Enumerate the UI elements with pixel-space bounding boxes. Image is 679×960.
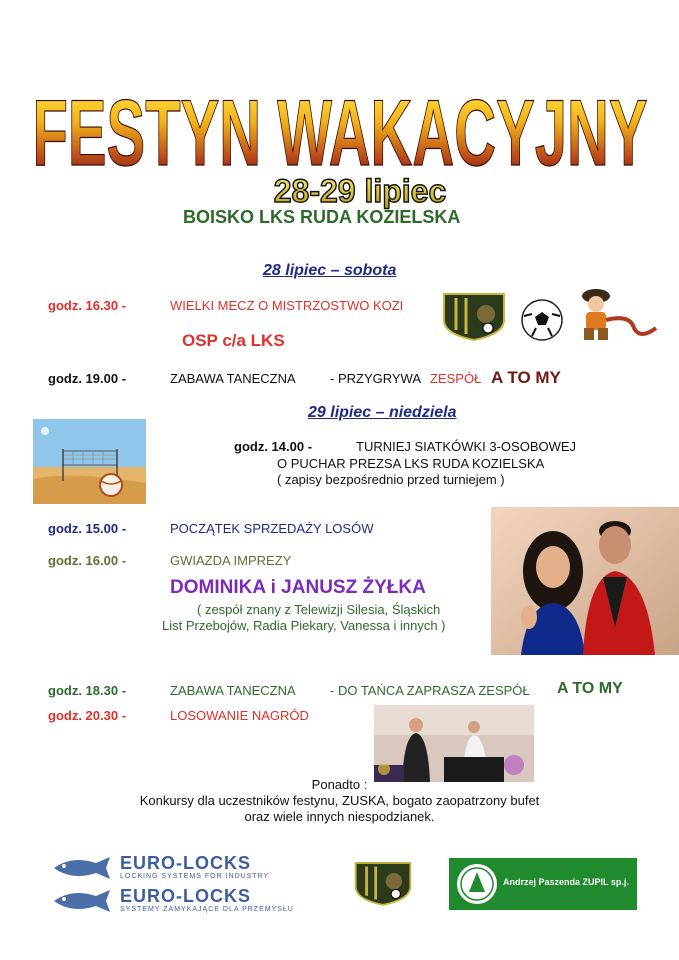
day2-event1-line2: O PUCHAR PREZSA LKS RUDA KOZIELSKA [277,456,545,471]
extras-line2: Konkursy dla uczestników festynu, ZUSKA, bogato zaopatrzony bufet [139,793,540,808]
day1-event2-band: A TO MY [491,368,561,387]
zupil-logo [449,858,637,910]
day2-event3-title: GWIAZDA IMPREZY [170,553,292,568]
euro-locks-logo-pl [50,886,320,918]
festival-dates [245,172,475,210]
day2-event4-time: godz. 18.30 - [48,683,127,698]
fish-icon [50,886,114,916]
day1-event2-title: ZABAWA TANECZNA [170,371,296,386]
football-icon [520,298,564,342]
day2-event1-time: godz. 14.00 - [234,439,313,454]
day2-event5-time: godz. 20.30 - [48,708,127,723]
zupil-name: Andrzej Paszenda ZUPIL sp.j. [503,877,629,887]
euro-locks-name: EURO-LOCKS [120,886,251,906]
day2-event1-line3: ( zapisy bezpośrednio przed turniejem ) [277,472,505,487]
headliner-note-line1: ( zespół znany z Telewizji Silesia, Śląskich [197,602,441,617]
band-stage-photo [374,705,534,782]
day1-event1-title: WIELKI MECZ O MISTRZOSTWO KOZI [170,298,404,313]
headliner-duo-photo [491,507,679,655]
firefighter-icon [574,284,658,344]
euro-locks-name: EURO-LOCKS [120,853,251,873]
extras-line1: Ponadto : [311,777,368,792]
lks-club-logo [352,858,414,908]
day2-heading: 29 lipiec – niedziela [308,404,457,421]
day2-event4-title: ZABAWA TANECZNA [170,683,296,698]
headliner-name: DOMINIKA i JANUSZ ŻYŁKA [170,577,426,598]
euro-locks-tagline: LOCKING SYSTEMS FOR INDUSTRY [120,873,270,880]
svg-text:FESTYN WAKACYJNY: FESTYN WAKACYJNY [32,80,648,180]
day2-event2-time: godz. 15.00 - [48,521,127,536]
zupil-emblem-icon [455,862,499,906]
day2-event5-title: LOSOWANIE NAGRÓD [170,708,309,723]
headliner-note-line2: List Przebojów, Radia Piekary, Vanessa i innych ) [162,618,446,633]
day2-event3-time: godz. 16.00 - [48,553,127,568]
day1-event2-time: godz. 19.00 - [48,371,127,386]
fish-icon [50,853,114,883]
day2-event4-pre: - DO TAŃCA ZAPRASZA ZESPÓŁ [330,683,530,698]
venue: BOISKO LKS RUDA KOZIELSKA [183,207,461,227]
euro-locks-tagline: SYSTEMY ZAMYKAJĄCE DLA PRZEMYSŁU [120,906,294,913]
day2-event2-title: POCZĄTEK SPRZEDAŻY LOSÓW [170,521,374,536]
day2-event1-title: TURNIEJ SIATKÓWKI 3-OSOBOWEJ [356,439,577,454]
day1-event1-subtitle: OSP c/a LKS [182,331,285,350]
day1-event2-zespol: ZESPÓŁ [430,371,482,386]
extras-line3: oraz wiele innych niespodzianek. [244,809,435,824]
svg-text:28-29 lipiec: 28-29 lipiec [273,173,447,209]
festival-title [0,40,679,180]
day2-event4-band: A TO MY [557,680,623,697]
day1-heading: 28 lipiec – sobota [263,262,397,279]
day1-event1-time: godz. 16.30 - [48,298,127,313]
day1-event2-pre: - PRZYGRYWA [330,371,422,386]
lks-club-logo [440,290,508,342]
euro-locks-logo-en [50,853,320,885]
beach-volleyball-picture [33,419,146,504]
